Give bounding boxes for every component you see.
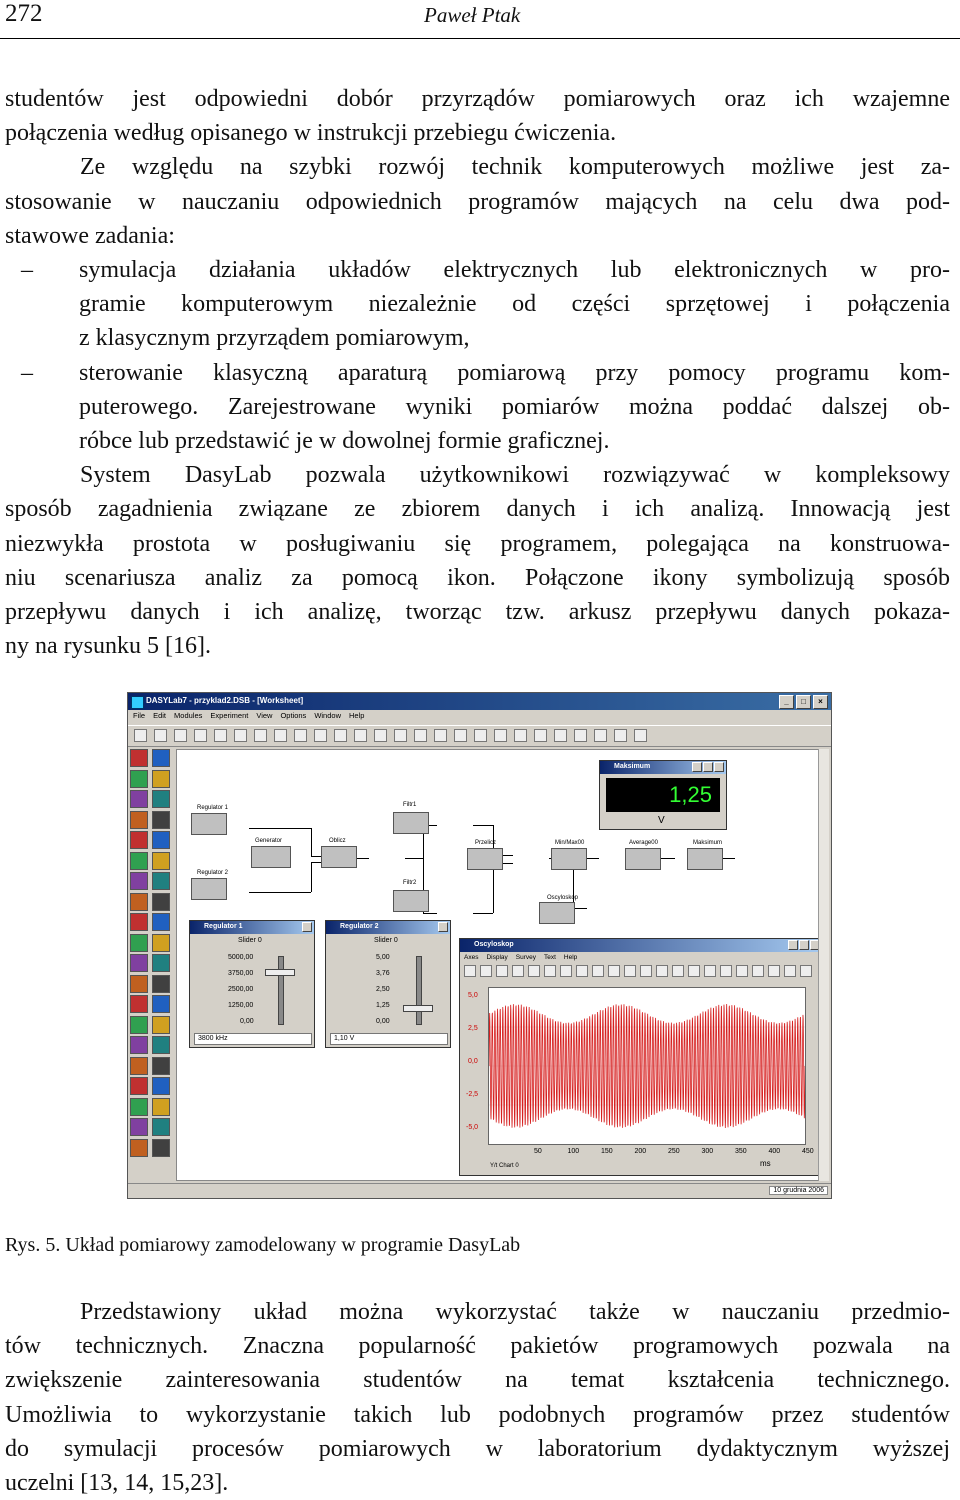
minimize-button[interactable]: _ — [779, 695, 794, 709]
module-oscyloskop[interactable] — [539, 902, 575, 924]
menu-help[interactable]: Help — [563, 954, 578, 961]
scope-toolbar-button[interactable] — [736, 965, 748, 977]
module-label: Przelicz — [475, 840, 497, 846]
scope-menu — [464, 954, 577, 961]
palette-module-icon[interactable] — [152, 1057, 170, 1075]
module-label: Average00 — [629, 840, 658, 846]
menu-axes[interactable]: Axes — [464, 954, 479, 961]
toolbar-button[interactable] — [594, 729, 607, 742]
text-line: Ze względu na szybki rozwój technik komputerowych możliwe jest za- — [80, 154, 950, 181]
close-button[interactable] — [714, 762, 724, 772]
scope-toolbar-button[interactable] — [752, 965, 764, 977]
toolbar-button[interactable] — [534, 729, 547, 742]
slider-value: 1,10 V — [330, 1033, 448, 1045]
text-line: uczelni [13, 14, 15,23]. — [5, 1470, 229, 1497]
module-label: Regulator 1 — [197, 805, 229, 811]
module-palette — [130, 749, 174, 1161]
menu-edit[interactable]: Edit — [153, 711, 167, 720]
y-tick: -5,0 — [466, 1124, 479, 1131]
palette-module-icon[interactable] — [130, 934, 148, 952]
toolbar-button[interactable] — [174, 729, 187, 742]
scope-toolbar-button[interactable] — [560, 965, 572, 977]
module-label: Min/Max00 — [555, 840, 585, 846]
scope-toolbar-button[interactable] — [624, 965, 636, 977]
text-line: ny na rysunku 5 [16]. — [5, 633, 211, 660]
text-line: sterowanie klasyczną aparaturą pomiarową przy pomocy programu kom- — [79, 359, 950, 386]
palette-module-icon[interactable] — [130, 1016, 148, 1034]
page-header — [0, 0, 960, 39]
palette-module-icon[interactable] — [152, 1016, 170, 1034]
scope-toolbar-button[interactable] — [688, 965, 700, 977]
window-title: Regulator 2 — [340, 923, 379, 930]
scope-toolbar-button[interactable] — [608, 965, 620, 977]
scope-toolbar-button[interactable] — [720, 965, 732, 977]
palette-module-icon[interactable] — [152, 852, 170, 870]
scope-toolbar-button[interactable] — [480, 965, 492, 977]
toolbar-button[interactable] — [234, 729, 247, 742]
module-regulator-2[interactable] — [191, 878, 227, 900]
y-tick: 0,0 — [468, 1058, 478, 1065]
palette-module-icon[interactable] — [152, 913, 170, 931]
slider-tick: 0,00 — [376, 1018, 390, 1025]
body-text-top — [5, 82, 950, 663]
palette-module-icon[interactable] — [130, 872, 148, 890]
bullet-dash: – — [21, 257, 33, 284]
palette-module-icon[interactable] — [130, 1118, 148, 1136]
maksimum-window[interactable] — [599, 760, 727, 830]
window-title: Maksimum — [614, 763, 651, 770]
module-filtr1[interactable] — [393, 812, 429, 834]
running-head-author: Paweł Ptak — [424, 3, 521, 27]
text-line: niezwykła prostota w posługiwaniu się programem, polegająca na konstruowa- — [5, 530, 950, 557]
toolbar-button[interactable] — [214, 729, 227, 742]
slider-knob[interactable] — [403, 1005, 433, 1012]
bullet-item-1 — [5, 253, 950, 356]
module-label: Oscyloskop — [547, 895, 579, 901]
scope-toolbar-button[interactable] — [464, 965, 476, 977]
scope-toolbar-button[interactable] — [704, 965, 716, 977]
text-line: System DasyLab pozwala użytkownikowi rozwiązywać w kompleksowy — [80, 462, 950, 489]
module-filtr2[interactable] — [393, 890, 429, 912]
palette-module-icon[interactable] — [152, 872, 170, 890]
module-minmax[interactable] — [551, 848, 587, 870]
palette-module-icon[interactable] — [152, 1036, 170, 1054]
palette-module-icon[interactable] — [130, 831, 148, 849]
regulator-2-window[interactable] — [325, 920, 451, 1048]
module-label: Maksimum — [693, 840, 723, 846]
x-tick: 400 — [768, 1148, 781, 1155]
toolbar-button[interactable] — [294, 729, 307, 742]
page-number: 272 — [5, 0, 43, 27]
text-line: stosowanie w nauczaniu odpowiednich programów mających na celu dwa pod- — [5, 188, 950, 215]
chart-legend: Y/t Chart 0 — [490, 1163, 519, 1169]
toolbar-button[interactable] — [574, 729, 587, 742]
slider-tick: 0,00 — [240, 1018, 254, 1025]
text-line: puterowego. Zarejestrowane wyniki pomiarów można poddać dalszej ob- — [79, 393, 950, 420]
toolbar-button[interactable] — [454, 729, 467, 742]
scope-toolbar-button[interactable] — [640, 965, 652, 977]
text-line: sposób zagadnienia związane ze zbiorem danych i ich analizą. Innowacją jest — [5, 496, 950, 523]
signal-trace — [489, 1004, 805, 1128]
module-average[interactable] — [625, 848, 661, 870]
module-label: Filtr1 — [403, 802, 417, 808]
slider-tick: 3750,00 — [228, 970, 254, 977]
palette-module-icon[interactable] — [130, 975, 148, 993]
toolbar — [128, 725, 831, 747]
palette-module-icon[interactable] — [130, 1057, 148, 1075]
scope-toolbar-button[interactable] — [512, 965, 524, 977]
x-tick: 150 — [601, 1148, 613, 1155]
x-tick-row — [488, 1148, 814, 1158]
scope-toolbar-button[interactable] — [800, 965, 812, 977]
palette-module-icon[interactable] — [152, 749, 170, 767]
menu-window[interactable]: Window — [314, 711, 341, 720]
window-title: Regulator 1 — [204, 923, 243, 930]
toolbar-button[interactable] — [494, 729, 507, 742]
menu-bar — [128, 711, 831, 724]
close-button[interactable] — [438, 922, 448, 932]
palette-module-icon[interactable] — [152, 975, 170, 993]
menu-text[interactable]: Text — [544, 954, 556, 961]
scope-toolbar-button[interactable] — [768, 965, 780, 977]
toolbar-button[interactable] — [314, 729, 327, 742]
text-line: zwiększenie zainteresowania studentów na temat kształcenia technicznego. — [5, 1367, 950, 1394]
text-line: do symulacji procesów pomiarowych w laboratorium dydaktycznym wyższej — [5, 1435, 950, 1462]
palette-module-icon[interactable] — [152, 790, 170, 808]
menu-survey[interactable]: Survey — [515, 954, 536, 961]
toolbar-button[interactable] — [514, 729, 527, 742]
palette-module-icon[interactable] — [130, 995, 148, 1013]
palette-module-icon[interactable] — [130, 1036, 148, 1054]
x-tick: 100 — [567, 1148, 580, 1155]
toolbar-button[interactable] — [254, 729, 267, 742]
toolbar-button[interactable] — [634, 729, 647, 742]
palette-module-icon[interactable] — [130, 749, 148, 767]
text-line: niu scenariusza analiz za pomocą ikon. Połączone ikony symbolizują sposób — [5, 564, 950, 591]
palette-module-icon[interactable] — [152, 811, 170, 829]
x-tick: 200 — [634, 1148, 647, 1155]
maximize-button[interactable] — [799, 940, 809, 950]
module-generator[interactable] — [251, 846, 291, 868]
toolbar-button[interactable] — [394, 729, 407, 742]
palette-module-icon[interactable] — [130, 1098, 148, 1116]
toolbar-button[interactable] — [614, 729, 627, 742]
slider-value: 3800 kHz — [194, 1033, 312, 1045]
y-tick: -2,5 — [466, 1091, 479, 1098]
text-line: Umożliwia to wykorzystanie takich lub podobnych programów przez studentów — [5, 1401, 950, 1428]
body-text-bottom — [5, 1295, 950, 1500]
text-line: róbce lub przedstawić je w dowolnej formie graficznej. — [79, 428, 610, 455]
module-oblicz[interactable] — [321, 846, 357, 868]
slider-knob[interactable] — [265, 969, 295, 976]
slider-tick: 1250,00 — [228, 1002, 254, 1009]
x-unit: ms — [760, 1159, 771, 1168]
toolbar-button[interactable] — [334, 729, 347, 742]
slider-tick: 2500,00 — [228, 986, 254, 993]
palette-module-icon[interactable] — [130, 1139, 148, 1157]
module-label: Regulator 2 — [197, 870, 229, 876]
slider-tick: 2,50 — [376, 986, 390, 993]
toolbar-button[interactable] — [154, 729, 167, 742]
text-line: symulacja działania układów elektrycznych lub elektronicznych w pro- — [79, 257, 950, 284]
scope-toolbar-button[interactable] — [576, 965, 588, 977]
text-line: stawowe zadania: — [5, 222, 175, 249]
figure-caption: Rys. 5. Układ pomiarowy zamodelowany w programie DasyLab — [5, 1234, 521, 1256]
menu-file[interactable]: File — [133, 711, 146, 720]
x-tick: 250 — [668, 1148, 680, 1155]
module-label: Generator — [255, 838, 283, 844]
slider-track — [278, 956, 284, 1025]
toolbar-button[interactable] — [474, 729, 487, 742]
scope-plot-area — [488, 987, 806, 1145]
worksheet-scrollbar[interactable] — [818, 749, 829, 1181]
palette-module-icon[interactable] — [152, 995, 170, 1013]
app-icon — [131, 696, 144, 709]
palette-module-icon[interactable] — [130, 770, 148, 788]
palette-module-icon[interactable] — [152, 1139, 170, 1157]
text-line: studentów jest odpowiedni dobór przyrządów pomiarowych oraz ich wzajemne — [5, 86, 950, 112]
status-date: 10 grudnia 2006 — [769, 1186, 828, 1195]
toolbar-button[interactable] — [354, 729, 367, 742]
worksheet-area[interactable] — [176, 749, 826, 1181]
toolbar-button[interactable] — [414, 729, 427, 742]
maximize-button[interactable] — [703, 762, 713, 772]
palette-module-icon[interactable] — [152, 934, 170, 952]
slider-tick: 5,00 — [376, 954, 390, 961]
scope-toolbar-button[interactable] — [672, 965, 684, 977]
module-maksimum[interactable] — [687, 848, 723, 870]
palette-module-icon[interactable] — [130, 954, 148, 972]
x-tick: 450 — [802, 1148, 814, 1155]
scope-toolbar-button[interactable] — [592, 965, 604, 977]
signal-plot — [489, 988, 805, 1144]
toolbar-button[interactable] — [274, 729, 287, 742]
toolbar-button[interactable] — [434, 729, 447, 742]
minimize-button[interactable] — [692, 762, 702, 772]
palette-module-icon[interactable] — [152, 770, 170, 788]
text-line: Przedstawiony układ można wykorzystać także w nauczaniu przedmio- — [80, 1299, 950, 1325]
menu-options[interactable]: Options — [280, 711, 307, 720]
menu-help[interactable]: Help — [349, 711, 365, 720]
slider-label: Slider 0 — [374, 937, 398, 944]
menu-view[interactable]: View — [256, 711, 273, 720]
palette-module-icon[interactable] — [152, 831, 170, 849]
scope-toolbar-button[interactable] — [784, 965, 796, 977]
module-label: Filtr2 — [403, 880, 417, 886]
slider-tick: 5000,00 — [228, 954, 254, 961]
menu-modules[interactable]: Modules — [174, 711, 203, 720]
slider-track — [416, 956, 422, 1025]
palette-module-icon[interactable] — [130, 913, 148, 931]
close-button[interactable] — [302, 922, 312, 932]
palette-module-icon[interactable] — [130, 893, 148, 911]
module-regulator-1[interactable] — [191, 813, 227, 835]
oscilloscope-window[interactable] — [459, 938, 823, 1176]
x-tick: 350 — [735, 1148, 747, 1155]
scope-toolbar-button[interactable] — [656, 965, 668, 977]
palette-module-icon[interactable] — [130, 790, 148, 808]
palette-module-icon[interactable] — [152, 893, 170, 911]
x-tick: 300 — [701, 1148, 714, 1155]
text-line: z klasycznym przyrządem pomiarowym, — [79, 325, 470, 352]
scope-toolbar-button[interactable] — [496, 965, 508, 977]
palette-module-icon[interactable] — [152, 954, 170, 972]
menu-experiment[interactable]: Experiment — [210, 711, 249, 720]
bullet-item-2 — [5, 356, 950, 459]
app-titlebar — [128, 693, 831, 710]
scope-toolbar-button[interactable] — [544, 965, 556, 977]
y-tick: 5,0 — [468, 992, 478, 999]
text-line: przepływu danych i ich analizę, tworząc tzw. arkusz przepływu danych pokaza- — [5, 599, 950, 626]
scope-toolbar-button[interactable] — [528, 965, 540, 977]
palette-module-icon[interactable] — [152, 1118, 170, 1136]
toolbar-button[interactable] — [134, 729, 147, 742]
bullet-dash: – — [21, 359, 33, 386]
module-label: Oblicz — [329, 838, 346, 844]
scope-toolbar — [462, 964, 818, 980]
palette-module-icon[interactable] — [152, 1077, 170, 1095]
regulator-1-window[interactable] — [189, 920, 315, 1048]
module-przelicz[interactable] — [467, 848, 503, 870]
toolbar-button[interactable] — [554, 729, 567, 742]
text-line: gramie komputerowym niezależnie od części sprzętowej i połączenia — [79, 291, 950, 318]
palette-module-icon[interactable] — [130, 1077, 148, 1095]
slider-label: Slider 0 — [238, 937, 262, 944]
digital-meter-value: 1,25 — [606, 778, 720, 812]
app-title: DASYLab7 - przyklad2.DSB - [Worksheet] — [146, 696, 304, 705]
meter-unit: V — [658, 815, 665, 826]
slider-tick: 1,25 — [376, 1002, 390, 1009]
text-line: połączenia według opisanego w instrukcji przebiegu ćwiczenia. — [5, 120, 617, 147]
maximize-button[interactable]: □ — [796, 695, 811, 709]
close-button[interactable]: × — [813, 695, 828, 709]
y-tick: 2,5 — [468, 1025, 478, 1032]
text-line: tów technicznych. Znaczna popularność pakietów programowych pozwala na — [5, 1333, 950, 1360]
toolbar-button[interactable] — [374, 729, 387, 742]
figure-dasylab-screenshot — [127, 692, 832, 1199]
slider-tick: 3,76 — [376, 970, 390, 977]
palette-module-icon[interactable] — [152, 1098, 170, 1116]
toolbar-button[interactable] — [194, 729, 207, 742]
palette-module-icon[interactable] — [130, 811, 148, 829]
status-bar — [128, 1183, 831, 1198]
minimize-button[interactable] — [788, 940, 798, 950]
menu-display[interactable]: Display — [486, 954, 508, 961]
palette-module-icon[interactable] — [130, 852, 148, 870]
x-tick: 50 — [534, 1148, 542, 1155]
window-title: Oscyloskop — [474, 941, 514, 948]
